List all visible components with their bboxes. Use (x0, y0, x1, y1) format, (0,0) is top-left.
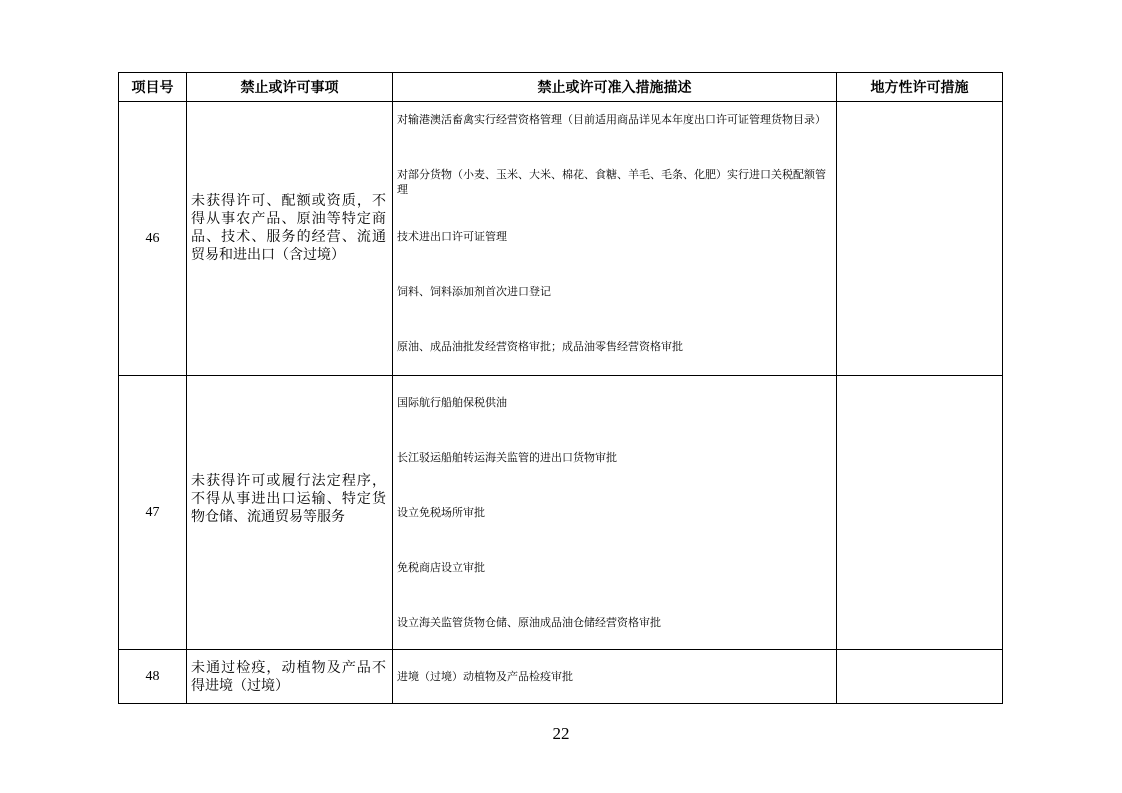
description-entry: 设立免税场所审批 (397, 506, 485, 519)
table-header-row (119, 73, 1003, 102)
table-row (119, 376, 1003, 650)
description-entry: 对部分货物（小麦、玉米、大米、棉花、食糖、羊毛、毛条、化肥）实行进口关税配额管理 (397, 168, 826, 196)
page-number: 22 (552, 724, 570, 743)
row-local-measures (837, 650, 1003, 704)
header-local-measures: 地方性许可措施 (837, 73, 1003, 102)
description-entry: 进境（过境）动植物及产品检疫审批 (397, 670, 573, 683)
row-number: 48 (119, 650, 187, 704)
description-entry: 长江驳运船舶转运海关监管的进出口货物审批 (397, 451, 617, 464)
description-entry: 原油、成品油批发经营资格审批；成品油零售经营资格审批 (397, 340, 683, 353)
row-number: 47 (119, 376, 187, 650)
row-description-cell (393, 102, 837, 376)
market-access-table (118, 72, 1003, 704)
table-row (119, 650, 1003, 704)
table-row (119, 102, 1003, 376)
description-entry: 对输港澳活畜禽实行经营资格管理（目前适用商品详见本年度出口许可证管理货物目录） (397, 113, 826, 126)
description-entry: 设立海关监管货物仓储、原油成品油仓储经营资格审批 (397, 616, 661, 629)
row-item: 未获得许可或履行法定程序，不得从事进出口运输、特定货物仓储、流通贸易等服务 (187, 376, 393, 650)
row-local-measures (837, 102, 1003, 376)
row-item: 未获得许可、配额或资质，不得从事农产品、原油等特定商品、技术、服务的经营、流通贸易和进出口（含过境） (187, 102, 393, 376)
row-local-measures (837, 376, 1003, 650)
row-item: 未通过检疫，动植物及产品不得进境（过境） (187, 650, 393, 704)
header-item-number: 项目号 (119, 73, 187, 102)
row-number: 46 (119, 102, 187, 376)
header-item: 禁止或许可事项 (187, 73, 393, 102)
row-description-cell (393, 376, 837, 650)
row-description-cell (393, 650, 837, 704)
description-entry: 国际航行船舶保税供油 (397, 396, 507, 409)
description-entry: 技术进出口许可证管理 (397, 230, 507, 243)
description-entry: 免税商店设立审批 (397, 561, 485, 574)
description-entry: 饲料、饲料添加剂首次进口登记 (397, 285, 551, 298)
header-description: 禁止或许可准入措施描述 (393, 73, 837, 102)
